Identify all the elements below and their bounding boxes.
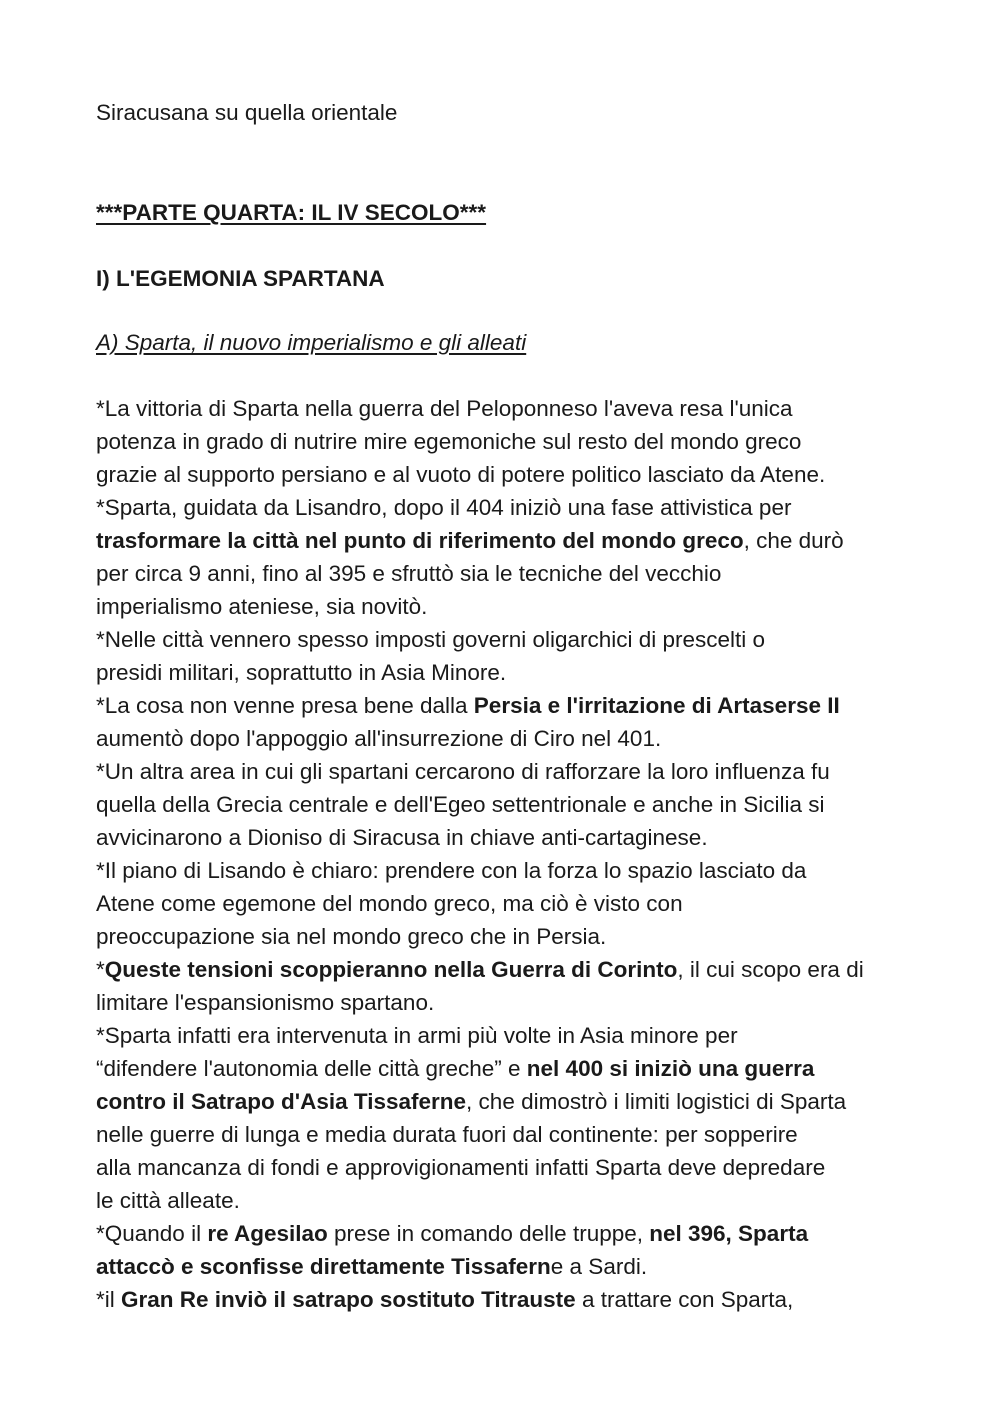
paragraph-persia xyxy=(96,689,926,755)
paragraph-lisandro xyxy=(96,491,926,623)
text-line xyxy=(96,1250,926,1283)
text-line xyxy=(96,953,926,986)
bold-text: attaccò e sconfisse direttamente Tissafern xyxy=(96,1254,551,1279)
text-line: *Sparta, guidata da Lisandro, dopo il 404 iniziò una fase attivistica per xyxy=(96,495,792,520)
text-line: nelle guerre di lunga e media durata fuori dal continente: per sopperire xyxy=(96,1122,798,1147)
text-line xyxy=(96,1052,926,1085)
bold-text: contro il Satrapo d'Asia Tissaferne xyxy=(96,1089,467,1114)
text-line: *Sparta infatti era intervenuta in armi più volte in Asia minore per xyxy=(96,1023,738,1048)
bold-text: Persia e l'irritazione di Artaserse II xyxy=(473,693,840,718)
paragraph-asia-minor xyxy=(96,1019,926,1217)
text-line: Atene come egemone del mondo greco, ma ciò è visto con xyxy=(96,891,683,916)
text-line xyxy=(96,1217,926,1250)
text-line: per circa 9 anni, fino al 395 e sfruttò sia le tecniche del vecchio xyxy=(96,561,722,586)
text-line: limitare l'espansionismo spartano. xyxy=(96,990,435,1015)
text-line: *Nelle città vennero spesso imposti governi oligarchici di prescelti o xyxy=(96,627,766,652)
paragraph-spartan-victory xyxy=(96,392,926,491)
text-line: *La vittoria di Sparta nella guerra del Peloponneso l'aveva resa l'unica xyxy=(96,396,793,421)
text-fragment: *il xyxy=(96,1287,122,1312)
text-line xyxy=(96,689,926,722)
text-fragment: prese in comando delle truppe, xyxy=(327,1221,650,1246)
text-line: *Il piano di Lisando è chiaro: prendere con la forza lo spazio lasciato da xyxy=(96,858,807,883)
text-line: imperialismo ateniese, sia novitò. xyxy=(96,594,428,619)
paragraph-agesilao xyxy=(96,1217,926,1283)
paragraph-corinth-war xyxy=(96,953,926,1019)
text-fragment: “difendere l'autonomia delle città greche” e xyxy=(96,1056,527,1081)
text-line xyxy=(96,524,926,557)
text-line: preoccupazione sia nel mondo greco che in Persia. xyxy=(96,924,607,949)
text-fragment: * xyxy=(96,957,105,982)
text-fragment: , che durò xyxy=(743,528,844,553)
paragraph-titrauste xyxy=(96,1283,926,1316)
text-fragment: e a Sardi. xyxy=(550,1254,648,1279)
text-line: aumentò dopo l'appoggio all'insurrezione di Ciro nel 401. xyxy=(96,726,662,751)
bold-text: trasformare la città nel punto di riferimento del mondo greco xyxy=(96,528,744,553)
text-line xyxy=(96,1283,926,1316)
text-line: presidi militari, soprattutto in Asia Minore. xyxy=(96,660,507,685)
text-fragment: , il cui scopo era di xyxy=(677,957,864,982)
text-line: grazie al supporto persiano e al vuoto di potere politico lasciato da Atene. xyxy=(96,462,826,487)
section-heading: A) Sparta, il nuovo imperialismo e gli alleati xyxy=(96,330,527,355)
body-text xyxy=(96,392,926,1316)
text-line: le città alleate. xyxy=(96,1188,240,1213)
text-line: alla mancanza di fondi e approvigionamenti infatti Sparta deve depredare xyxy=(96,1155,826,1180)
paragraph-other-areas xyxy=(96,755,926,854)
chapter-heading: I) L'EGEMONIA SPARTANA xyxy=(96,266,385,291)
part-heading: ***PARTE QUARTA: IL IV SECOLO*** xyxy=(96,200,487,225)
text-fragment: *La cosa non venne presa bene dalla xyxy=(96,693,474,718)
text-fragment: *Quando il xyxy=(96,1221,208,1246)
paragraph-lisando-plan xyxy=(96,854,926,953)
text-line: quella della Grecia centrale e dell'Egeo settentrionale e anche in Sicilia si xyxy=(96,792,825,817)
bold-text: nel 400 si iniziò una guerra xyxy=(526,1056,815,1081)
intro-line: Siracusana su quella orientale xyxy=(96,100,398,125)
text-line xyxy=(96,1085,926,1118)
bold-text: Queste tensioni scoppieranno nella Guerra di Corinto xyxy=(104,957,678,982)
bold-text: Gran Re inviò il satrapo sostituto Titrauste xyxy=(121,1287,576,1312)
text-fragment: a trattare con Sparta, xyxy=(575,1287,794,1312)
paragraph-oligarchies xyxy=(96,623,926,689)
text-line: *Un altra area in cui gli spartani cercarono di rafforzare la loro influenza fu xyxy=(96,759,830,784)
bold-text: re Agesilao xyxy=(207,1221,328,1246)
text-line: avvicinarono a Dioniso di Siracusa in chiave anti-cartaginese. xyxy=(96,825,708,850)
bold-text: nel 396, Sparta xyxy=(649,1221,809,1246)
text-line: potenza in grado di nutrire mire egemoniche sul resto del mondo greco xyxy=(96,429,802,454)
text-fragment: , che dimostrò i limiti logistici di Sparta xyxy=(466,1089,847,1114)
